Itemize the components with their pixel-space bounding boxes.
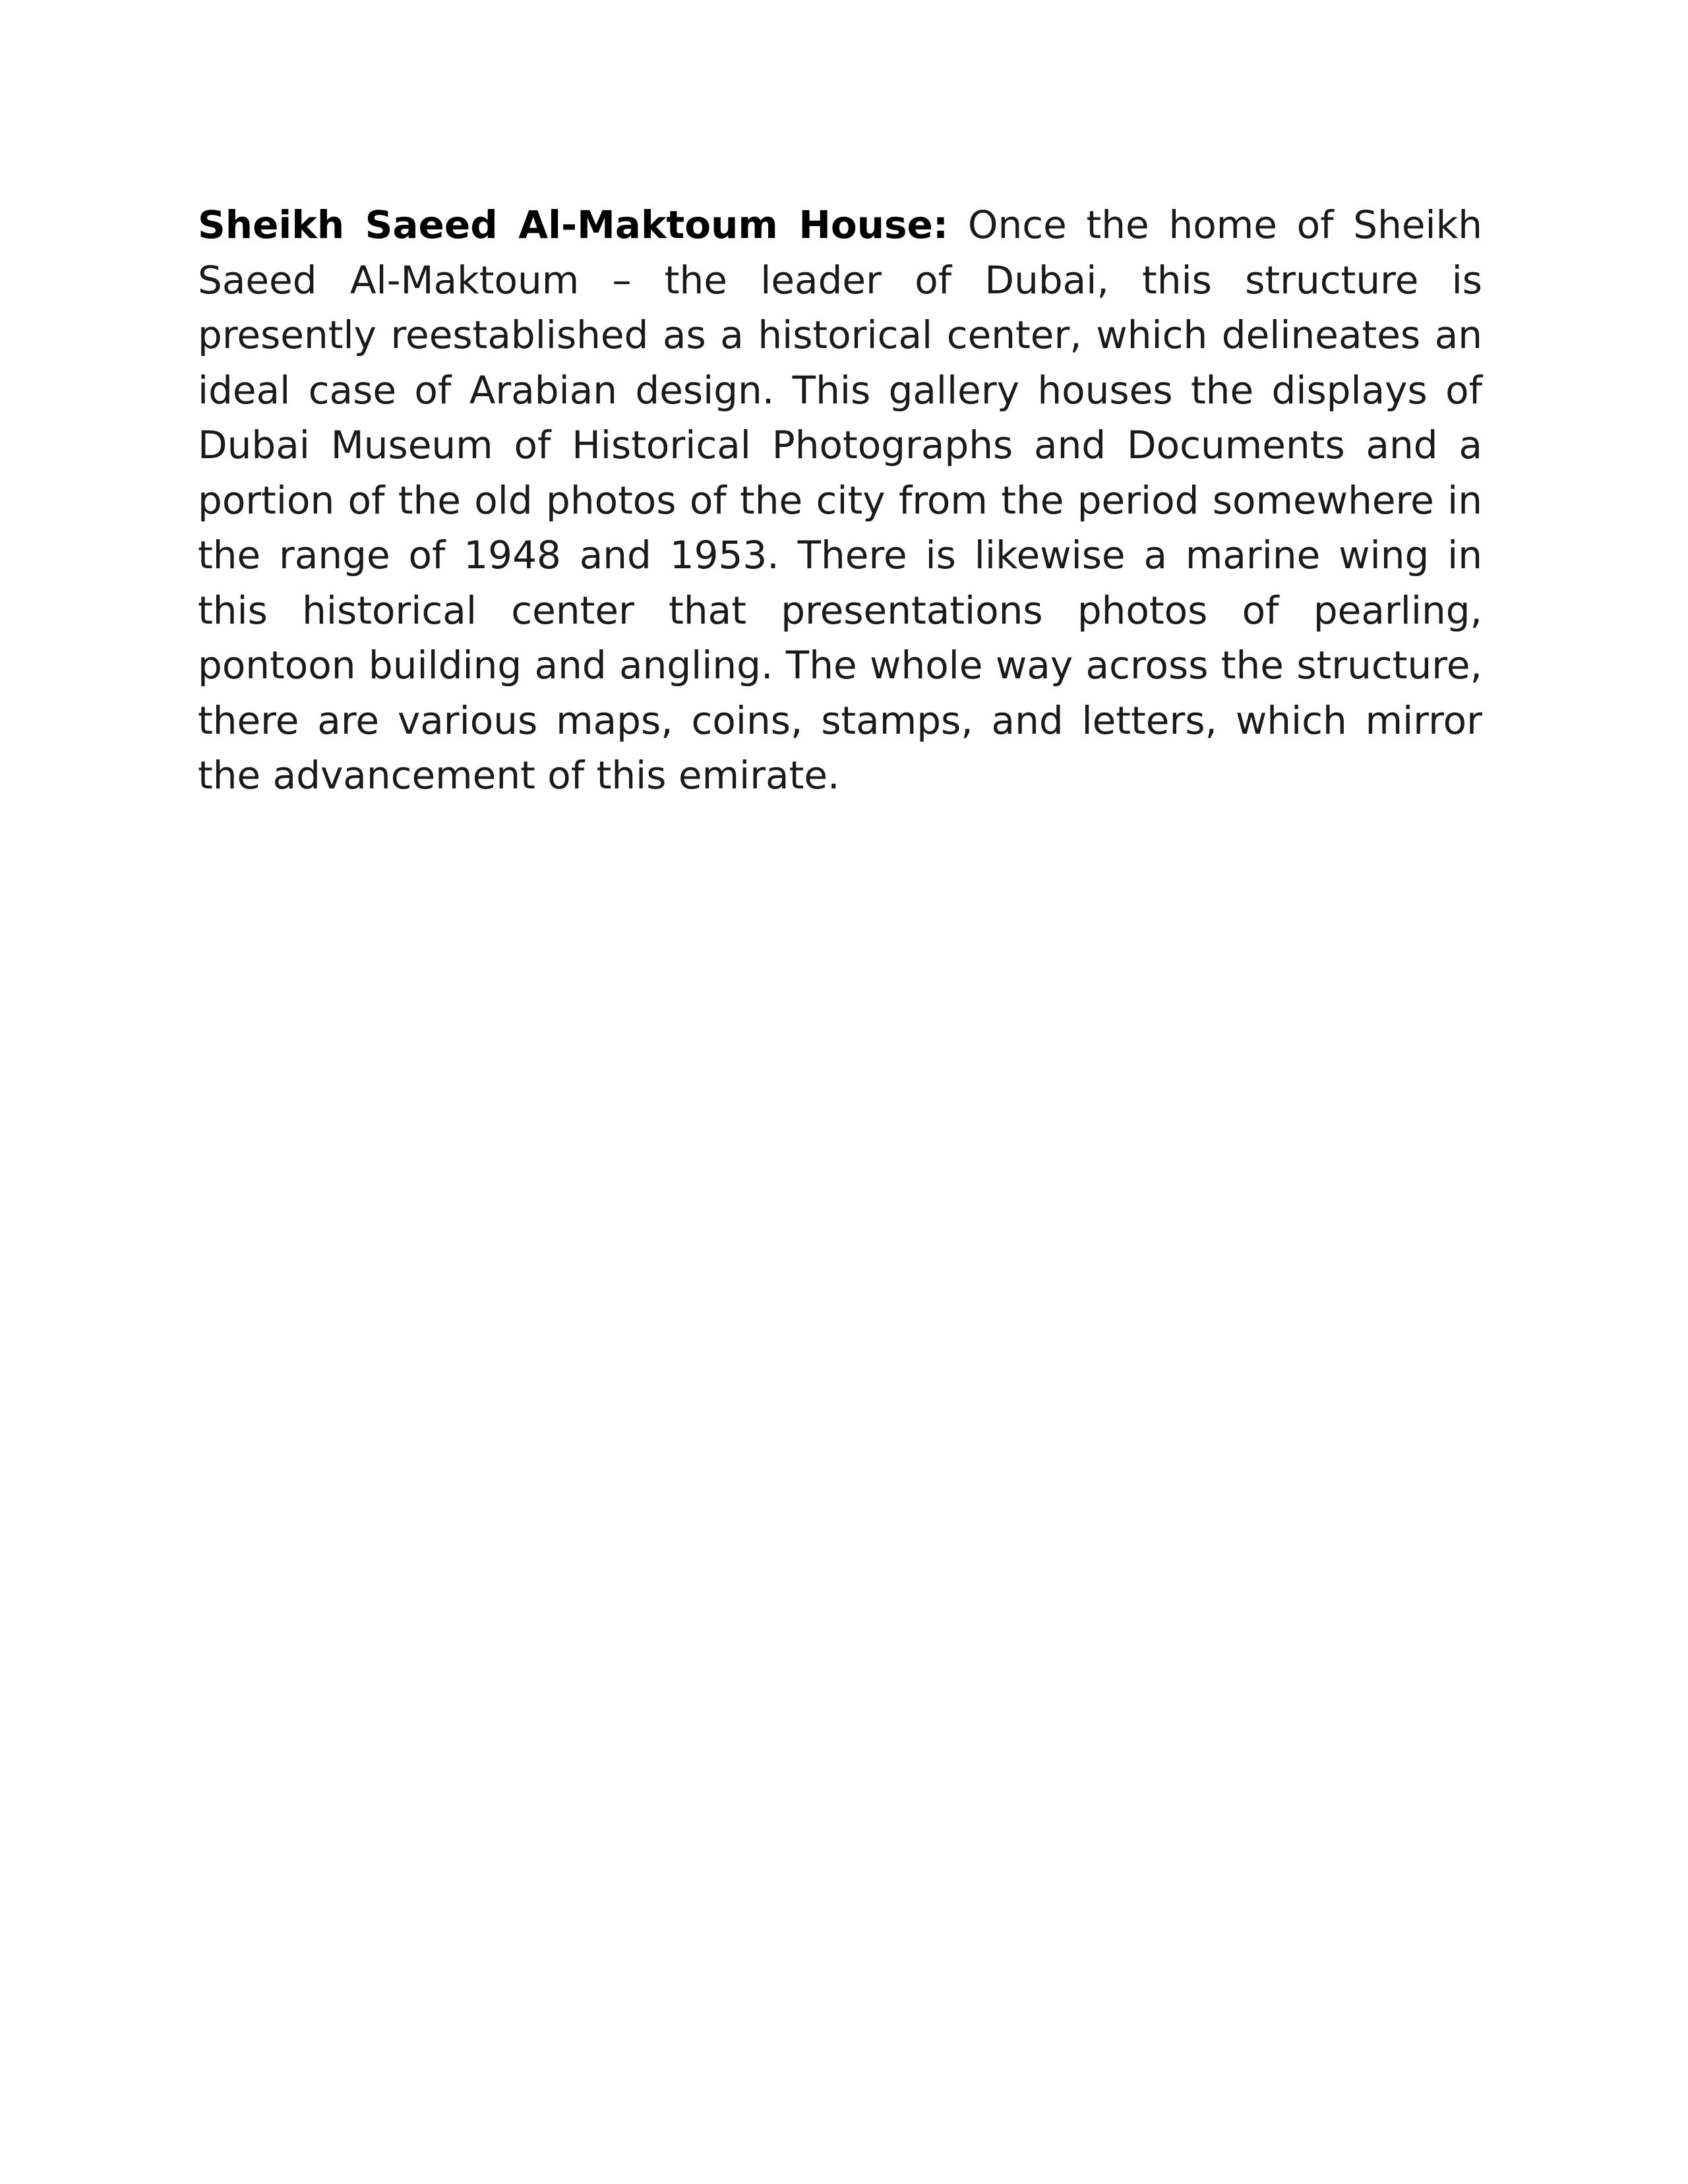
paragraph-lead-heading: Sheikh Saeed Al-Maktoum House: [198,202,949,247]
paragraph-body-text: Once the home of Sheikh Saeed Al-Maktoum – the leader of Dubai, this structure is presently reestablished as a historical center, which delineates an ideal case of Arabian design. This gallery houses the displays of Dubai Museum of Historical Photographs and Documents and a portion of the old photos of the city from the period somewhere in the range of 1948 and 1953. There is likewise a marine wing in this historical center that presentations photos of pearling, pontoon building and angling. The whole way across the structure, there are various maps, coins, stamps, and letters, which mirror the advancement of this emirate. [198,202,1483,798]
body-paragraph [198,198,1482,804]
